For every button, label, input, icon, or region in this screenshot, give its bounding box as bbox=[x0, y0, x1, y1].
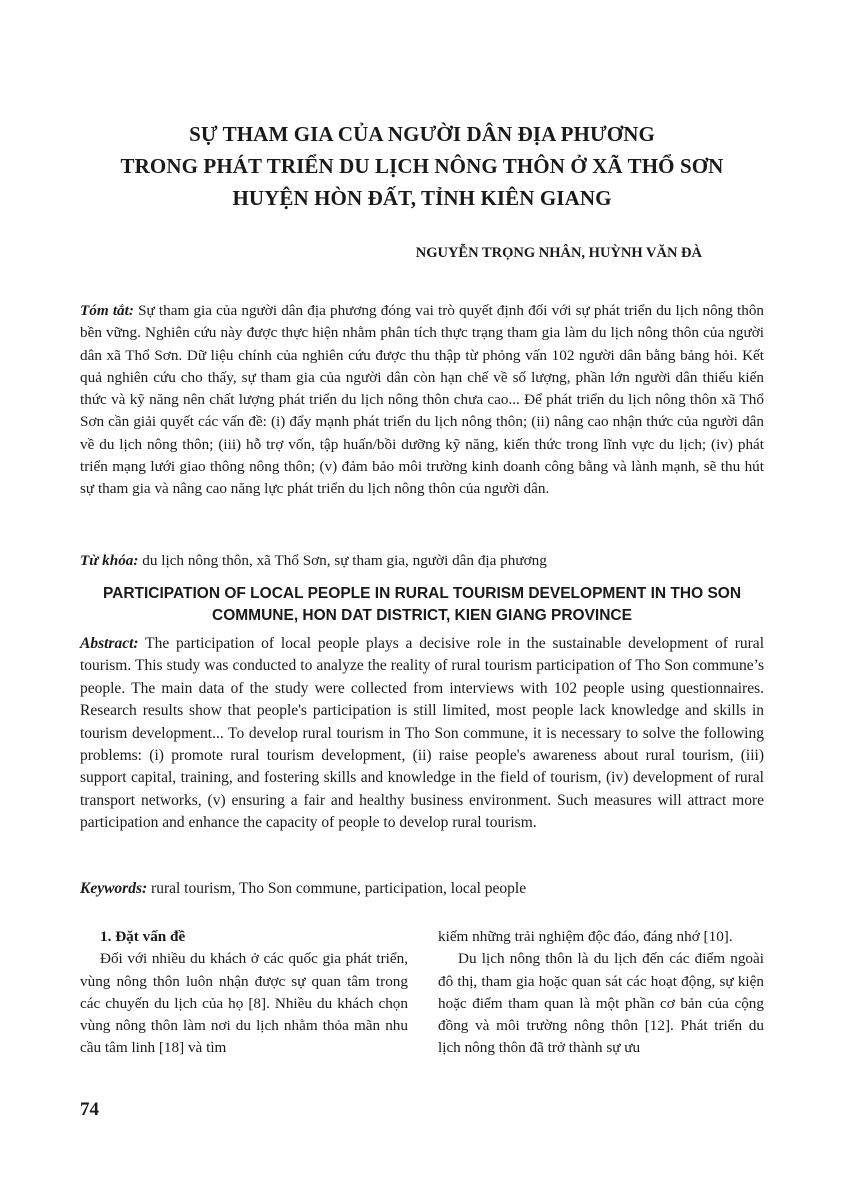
body-left-column bbox=[80, 926, 408, 1060]
abstract-en-label: Abstract: bbox=[80, 635, 139, 652]
authors: NGUYỄN TRỌNG NHÂN, HUỲNH VĂN ĐÀ bbox=[415, 245, 702, 261]
keywords-vi-text: du lịch nông thôn, xã Thổ Sơn, sự tham gia, người dân địa phương bbox=[138, 552, 547, 569]
keywords-en-text: rural tourism, Tho Son commune, participation, local people bbox=[147, 880, 527, 897]
abstract-en-text: The participation of local people plays a decisive role in the sustainable development of rural tourism. This study was conducted to analyze the reality of rural tourism participation of Tho Son commune’s people. The main data of the study were collected from interviews with 102 people using questionnaires. Research results show that people's participation is still limited, most people lack knowledge and skills in tourism development... To develop rural tourism in Tho Son commune, it is necessary to solve the following problems: (i) promote rural tourism development, (ii) raise people's awareness about rural tourism, (iii) support capital, training, and fostering skills and knowledge in the field of tourism, (iv) development of rural transport networks, (v) ensuring a fair and healthy business environment. Such measures will attract more participation and enhance the capacity of people to develop rural tourism. bbox=[80, 635, 764, 832]
body-paragraph: Đối với nhiều du khách ở các quốc gia phát triển, vùng nông thôn luôn nhận được sự quan tâm trong các chuyến du lịch của họ [8]. Nhiều du khách chọn vùng nông thôn làm nơi du lịch nhằm thỏa mãn nhu cầu tâm linh [18] và tìm bbox=[80, 950, 408, 1057]
vietnamese-title bbox=[80, 118, 764, 214]
vietnamese-keywords bbox=[80, 550, 764, 572]
english-title: PARTICIPATION OF LOCAL PEOPLE IN RURAL TOURISM DEVELOPMENT IN THO SON COMMUNE, HON DAT DISTRICT, KIEN GIANG PROVINCE bbox=[102, 585, 742, 624]
title-line-3: HUYỆN HÒN ĐẤT, TỈNH KIÊN GIANG bbox=[232, 186, 612, 210]
english-abstract bbox=[80, 633, 764, 835]
page-number: 74 bbox=[80, 1099, 99, 1120]
title-line-1: SỰ THAM GIA CỦA NGƯỜI DÂN ĐỊA PHƯƠNG bbox=[189, 122, 655, 146]
abstract-vi-label: Tóm tắt: bbox=[80, 302, 134, 319]
english-keywords bbox=[80, 878, 764, 900]
keywords-en-label: Keywords: bbox=[80, 880, 148, 897]
body-paragraph-continuation: kiếm những trải nghiệm độc đáo, đáng nhớ [10]. bbox=[438, 928, 733, 945]
vietnamese-abstract bbox=[80, 300, 764, 501]
body-right-column bbox=[438, 926, 764, 1060]
abstract-vi-text: Sự tham gia của người dân địa phương đóng vai trò quyết định đối với sự phát triển du lịch nông thôn bền vững. Nghiên cứu này được thực hiện nhằm phân tích thực trạng tham gia làm du lịch nông thôn của người dân xã Thổ Sơn. Dữ liệu chính của nghiên cứu được thu thập từ phỏng vấn 102 người dân bằng bảng hỏi. Kết quả nghiên cứu cho thấy, sự tham gia của người dân còn hạn chế về số lượng, phần lớn người dân thiếu kiến thức và kỹ năng nên chất lượng phát triển du lịch nông thôn chưa cao... Để phát triển du lịch nông thôn xã Thổ Sơn cần giải quyết các vấn đề: (i) đẩy mạnh phát triển du lịch nông thôn; (ii) nâng cao nhận thức của người dân về du lịch nông thôn; (iii) hỗ trợ vốn, tập huấn/bồi dưỡng kỹ năng, kiến thức trong lĩnh vực du lịch; (iv) phát triển mạng lưới giao thông nông thôn; (v) đảm bảo môi trường kinh doanh công bằng và lành mạnh, sẽ thu hút sự tham gia và nâng cao năng lực phát triển du lịch nông thôn của người dân. bbox=[80, 302, 765, 498]
body-paragraph: Du lịch nông thôn là du lịch đến các điểm ngoài đô thị, tham gia hoặc quan sát các hoạt động, sự kiện hoặc điểm tham quan là một phần cơ bản của cộng đồng và môi trường nông thôn [12]. Phát triển du lịch nông thôn đã trở thành sự ưu bbox=[438, 950, 764, 1057]
keywords-vi-label: Từ khóa: bbox=[80, 552, 139, 569]
title-line-2: TRONG PHÁT TRIỂN DU LỊCH NÔNG THÔN Ở XÃ THỔ SƠN bbox=[120, 154, 724, 178]
section-heading: 1. Đặt vấn đề bbox=[100, 928, 186, 945]
